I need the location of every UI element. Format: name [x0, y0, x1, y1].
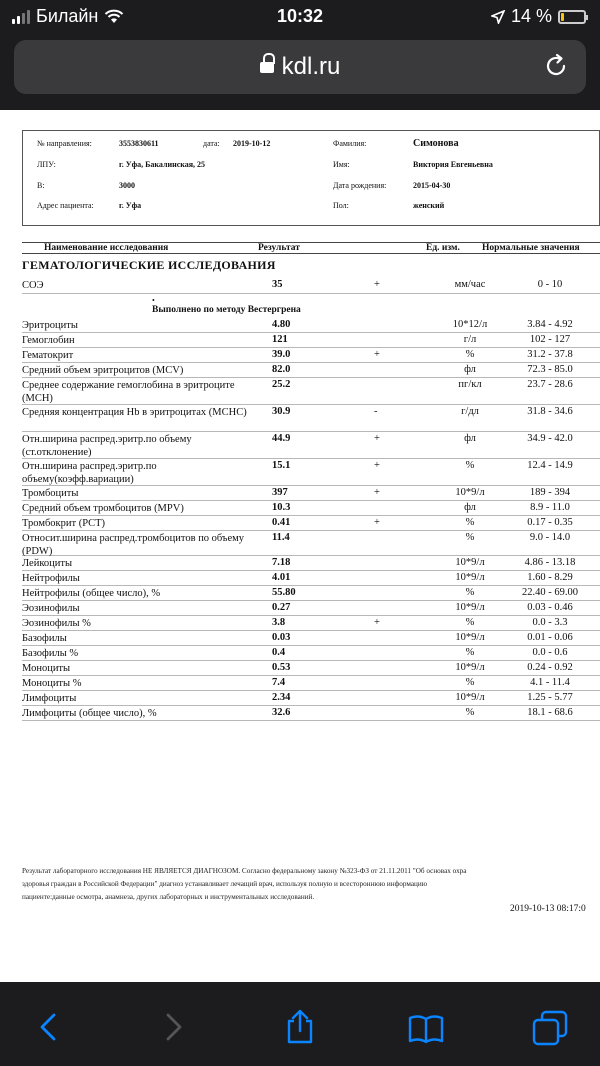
- result-flag: +: [374, 460, 380, 471]
- direction-label: № направления:: [37, 139, 92, 148]
- test-name: Лейкоциты: [22, 558, 73, 569]
- surname-label: Фамилия:: [333, 139, 367, 148]
- battery-percent: 14 %: [510, 6, 552, 26]
- test-name: Моноциты: [22, 663, 71, 674]
- url-text: kdl.ru: [281, 53, 341, 80]
- birth-label: Дата рождения:: [333, 181, 387, 190]
- unit: 10*9/л: [455, 572, 485, 583]
- book-icon[interactable]: [408, 1014, 444, 1044]
- test-name: Гемоглобин: [22, 335, 75, 346]
- battery-icon: [558, 10, 586, 24]
- status-time: 10:32: [276, 6, 324, 26]
- test-name: Средний объем эритроцитов (MCV): [22, 365, 184, 376]
- table-row: [22, 486, 600, 501]
- reference-range: 1.25 - 5.77: [527, 692, 573, 703]
- address-bar[interactable]: [14, 40, 586, 94]
- test-name: Среднее содержание гемоглобина в эритроците (MCH): [22, 380, 235, 404]
- table-row: [22, 601, 600, 616]
- result-value: 32.6: [272, 707, 291, 718]
- header-norm: Нормальные значения: [482, 243, 580, 253]
- test-name: Средний объем тромбоцитов (MPV): [22, 503, 184, 514]
- reference-range: 18.1 - 68.6: [527, 707, 573, 718]
- header-name: Наименование исследования: [44, 243, 169, 253]
- unit: %: [465, 460, 475, 471]
- table-row: [22, 586, 600, 601]
- bullet: •: [152, 296, 155, 305]
- unit: 10*9/л: [455, 632, 485, 643]
- result-flag: +: [374, 433, 380, 444]
- table-row: [22, 405, 600, 432]
- test-name: Нейтрофилы (общее число), %: [22, 588, 161, 599]
- address-value: г. Уфа: [119, 201, 142, 210]
- result-value: 2.34: [272, 692, 291, 703]
- disclaimer-line: пациенте:данные осмотра, анамнеза, других лабораторных и инструментальных исследований.: [22, 893, 315, 901]
- table-row: [22, 571, 600, 586]
- table-row: [22, 706, 600, 721]
- reference-range: 4.86 - 13.18: [524, 557, 576, 568]
- tabs-icon[interactable]: [532, 1010, 568, 1046]
- test-name: Базофилы %: [22, 648, 79, 659]
- b-label: В:: [37, 181, 45, 190]
- result-value: 397: [272, 487, 288, 498]
- result-flag: +: [374, 517, 380, 528]
- patient-info-box: [22, 130, 600, 226]
- reference-range: 0.0 - 0.6: [532, 647, 568, 658]
- status-right: [491, 6, 586, 27]
- table-row: [22, 278, 600, 294]
- test-name: Гематокрит: [22, 350, 74, 361]
- reference-range: 23.7 - 28.6: [527, 379, 573, 390]
- result-value: 3.8: [272, 617, 286, 628]
- result-value: 55.80: [272, 587, 296, 598]
- date-value: 2019-10-12: [233, 139, 271, 148]
- reference-range: 8.9 - 11.0: [530, 502, 570, 513]
- result-flag: +: [374, 487, 380, 498]
- reference-range: 0.01 - 0.06: [527, 632, 573, 643]
- table-row: [22, 459, 600, 486]
- reference-range: 0.17 - 0.35: [527, 517, 573, 528]
- disclaimer-line: здоровья граждан в Российской Федерации" диагноз устанавливает лечащий врач, используя полную и всестороннюю информацию: [22, 880, 428, 888]
- surname-value: Симонова: [413, 138, 459, 149]
- result-value: 25.2: [272, 379, 291, 390]
- table-row: [22, 318, 600, 333]
- test-name: Отн.ширина распред.эритр.по объему(коэфф.вариации): [22, 461, 157, 485]
- reference-range: 12.4 - 14.9: [527, 460, 573, 471]
- table-row: [22, 556, 600, 571]
- unit: мм/час: [454, 279, 486, 290]
- chevron-right-icon[interactable]: [158, 1012, 186, 1042]
- unit: %: [465, 517, 475, 528]
- results-table-header: [22, 242, 600, 254]
- test-name: Эритроциты: [22, 320, 78, 331]
- test-name: Средняя концентрация Hb в эритроцитах (MCHC): [22, 407, 247, 418]
- battery-level: [561, 13, 564, 21]
- unit: фл: [464, 502, 476, 513]
- test-name: Относит.ширина распред.тромбоцитов по объему (PDW): [22, 533, 244, 557]
- result-value: 30.9: [272, 406, 291, 417]
- table-row: [22, 516, 600, 531]
- test-name: Нейтрофилы: [22, 573, 80, 584]
- test-name: Моноциты %: [22, 678, 82, 689]
- table-row: [22, 631, 600, 646]
- result-value: 35: [272, 279, 283, 290]
- result-value: 0.53: [272, 662, 291, 673]
- printed-timestamp: 2019-10-13 08:17:0: [510, 904, 586, 914]
- result-value: 7.18: [272, 557, 291, 568]
- method-note: Выполнено по методу Вестергрена: [152, 305, 301, 315]
- reference-range: 189 - 394: [529, 487, 571, 498]
- name-value: Виктория Евгеньевна: [413, 160, 493, 169]
- unit: %: [465, 677, 475, 688]
- result-flag: -: [374, 406, 378, 417]
- reference-range: 0 - 10: [537, 279, 563, 290]
- table-row: [22, 333, 600, 348]
- result-flag: +: [374, 279, 380, 290]
- unit: пг/кл: [458, 379, 482, 390]
- location-arrow-icon: [491, 10, 505, 24]
- share-icon[interactable]: [284, 1008, 316, 1044]
- unit: %: [465, 349, 475, 360]
- address-label: Адрес пациента:: [37, 201, 94, 210]
- header-result: Результат: [258, 243, 300, 253]
- disclaimer: [22, 865, 600, 904]
- status-bar: [0, 0, 600, 34]
- test-name: Эозинофилы: [22, 603, 80, 614]
- unit: г/дл: [461, 406, 479, 417]
- result-value: 0.41: [272, 517, 291, 528]
- unit: 10*9/л: [455, 662, 485, 673]
- test-name: Отн.ширина распред.эритр.по объему (ст.отклонение): [22, 434, 192, 458]
- result-flag: +: [374, 349, 380, 360]
- carrier-name: Билайн: [36, 6, 99, 26]
- reference-range: 0.03 - 0.46: [527, 602, 573, 613]
- test-name: Лимфоциты: [22, 693, 77, 704]
- chevron-left-icon[interactable]: [36, 1012, 64, 1042]
- unit: %: [465, 707, 475, 718]
- table-row: [22, 501, 600, 516]
- browser-top-chrome: [0, 0, 600, 110]
- result-value: 0.27: [272, 602, 291, 613]
- test-name: СОЭ: [22, 280, 44, 291]
- unit: %: [465, 587, 475, 598]
- test-name: Тромбокрит (PCT): [22, 518, 105, 529]
- disclaimer-line: Результат лабораторного исследования НЕ ЯВЛЯЕТСЯ ДИАГНОЗОМ. Согласно федеральному закону №323-ФЗ от 21.11.2011 "Об основах охра: [22, 867, 467, 875]
- lab-report-page: [0, 110, 600, 982]
- reference-range: 31.8 - 34.6: [527, 406, 573, 417]
- reference-range: 1.60 - 8.29: [527, 572, 573, 583]
- lock-icon: [260, 59, 274, 75]
- reference-range: 72.3 - 85.0: [527, 364, 573, 375]
- unit: г/л: [463, 334, 477, 345]
- reference-range: 3.84 - 4.92: [527, 319, 573, 330]
- table-row: [22, 616, 600, 631]
- table-row: [22, 661, 600, 676]
- result-value: 10.3: [272, 502, 291, 513]
- result-value: 39.0: [272, 349, 291, 360]
- table-row: [22, 676, 600, 691]
- test-name: Эозинофилы %: [22, 618, 91, 629]
- unit: 10*9/л: [455, 692, 485, 703]
- reference-range: 0.24 - 0.92: [527, 662, 573, 673]
- reference-range: 34.9 - 42.0: [527, 433, 573, 444]
- b-value: 3000: [119, 181, 135, 190]
- result-value: 15.1: [272, 460, 291, 471]
- table-row: [22, 432, 600, 459]
- unit: 10*9/л: [455, 557, 485, 568]
- unit: 10*9/л: [455, 602, 485, 613]
- result-value: 121: [272, 334, 288, 345]
- reference-range: 4.1 - 11.4: [530, 677, 570, 688]
- result-value: 11.4: [272, 532, 290, 543]
- unit: 10*12/л: [452, 319, 488, 330]
- birth-value: 2015-04-30: [413, 181, 451, 190]
- unit: %: [465, 647, 475, 658]
- result-value: 44.9: [272, 433, 291, 444]
- url-display[interactable]: [14, 53, 586, 81]
- date-label: дата:: [203, 139, 220, 148]
- result-value: 0.4: [272, 647, 286, 658]
- reference-range: 22.40 - 69.00: [522, 587, 578, 598]
- lpu-label: ЛПУ:: [37, 160, 56, 169]
- table-row: [22, 691, 600, 706]
- unit: фл: [464, 433, 476, 444]
- reference-range: 9.0 - 14.0: [529, 532, 571, 543]
- result-value: 0.03: [272, 632, 291, 643]
- test-name: Лимфоциты (общее число), %: [22, 708, 157, 719]
- reference-range: 31.2 - 37.8: [527, 349, 573, 360]
- unit: %: [465, 617, 475, 628]
- direction-value: 3553830611: [119, 139, 159, 148]
- test-name: Базофилы: [22, 633, 67, 644]
- table-row: [22, 363, 600, 378]
- sex-label: Пол:: [333, 201, 349, 210]
- test-name: Тромбоциты: [22, 488, 79, 499]
- name-label: Имя:: [333, 160, 350, 169]
- table-row: [22, 531, 600, 556]
- lpu-value: г. Уфа, Бакалинская, 25: [119, 160, 206, 169]
- unit: фл: [464, 364, 476, 375]
- header-unit: Ед. изм.: [426, 243, 460, 253]
- result-value: 7.4: [272, 677, 286, 688]
- result-value: 4.80: [272, 319, 291, 330]
- section-title: ГЕМАТОЛОГИЧЕСКИЕ ИССЛЕДОВАНИЯ: [22, 258, 276, 272]
- result-value: 82.0: [272, 364, 291, 375]
- table-row: [22, 348, 600, 363]
- reload-icon[interactable]: [542, 52, 570, 80]
- sex-value: женский: [413, 201, 445, 210]
- result-value: 4.01: [272, 572, 291, 583]
- unit: 10*9/л: [455, 487, 485, 498]
- browser-toolbar: [0, 982, 600, 1066]
- reference-range: 0.0 - 3.3: [532, 617, 568, 628]
- reference-range: 102 - 127: [529, 334, 571, 345]
- table-row: [22, 646, 600, 661]
- unit: %: [465, 532, 475, 543]
- table-row: [22, 378, 600, 405]
- results-table: [22, 242, 600, 744]
- result-flag: +: [374, 617, 380, 628]
